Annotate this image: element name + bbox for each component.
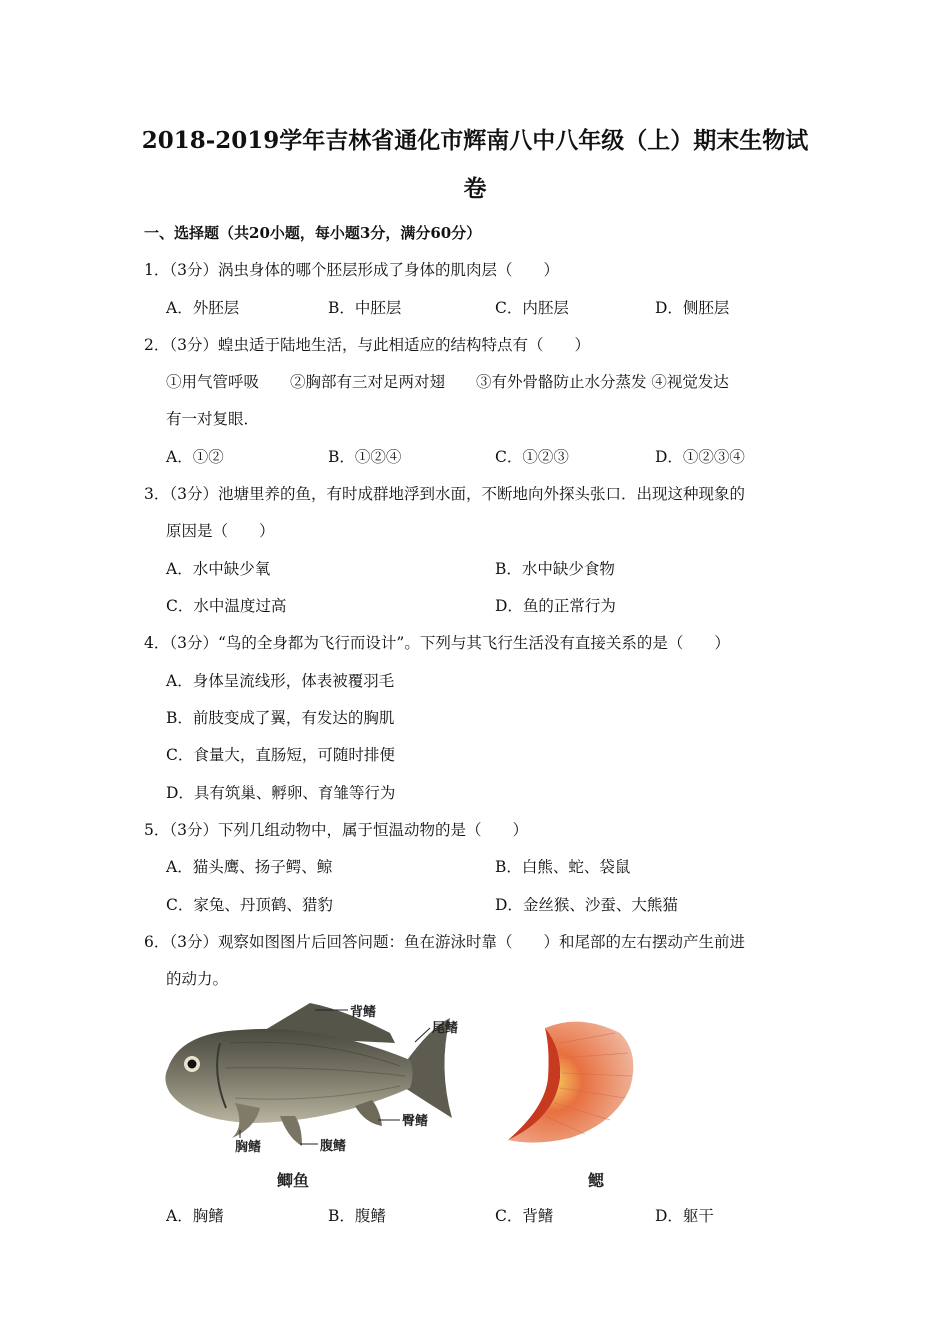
label-anal-fin: 臀鳍 <box>402 1114 429 1129</box>
q2-option-b: B．①②④ <box>328 448 402 466</box>
q3-option-c: C．水中温度过高 <box>166 597 287 615</box>
question-6-stem-cont: 的动力。 <box>166 970 229 988</box>
q3-option-a: A．水中缺少氧 <box>166 560 271 578</box>
q1-option-b: B．中胚层 <box>328 299 402 317</box>
gill-caption: 鳃 <box>588 1171 605 1190</box>
question-2-statements-cont: 有一对复眼． <box>166 410 260 428</box>
q4-option-a: A．身体呈流线形，体表被覆羽毛 <box>166 672 395 690</box>
q5-option-d: D．金丝猴、沙蚕、大熊猫 <box>495 896 678 914</box>
label-tail-fin: 尾鳍 <box>432 1021 459 1036</box>
q6-option-a: A．胸鳍 <box>166 1207 224 1225</box>
question-6-stem: 6．（3分）观察如图图片后回答问题：鱼在游泳时靠（ ）和尾部的左右摆动产生前进 <box>144 933 745 951</box>
exam-title-line2: 卷 <box>463 175 487 202</box>
fish-caption: 鲫鱼 <box>277 1171 310 1190</box>
label-pelvic-fin: 腹鳍 <box>320 1139 347 1154</box>
q2-option-a: A．①② <box>166 448 224 466</box>
q3-option-d: D．鱼的正常行为 <box>495 597 616 615</box>
q1-option-d: D．侧胚层 <box>655 299 730 317</box>
question-4-stem: 4．（3分）“鸟的全身都为飞行而设计”。下列与其飞行生活没有直接关系的是（ ） <box>144 634 730 652</box>
q6-option-b: B．腹鳍 <box>328 1207 386 1225</box>
fish-and-gill-figure <box>160 998 660 1198</box>
question-3-stem-cont: 原因是（ ） <box>166 522 275 540</box>
label-dorsal-fin: 背鳍 <box>350 1005 377 1020</box>
question-2-statements: ①用气管呼吸 ②胸部有三对足两对翅 ③有外骨骼防止水分蒸发 ④视觉发达 <box>166 373 729 391</box>
q2-option-d: D．①②③④ <box>655 448 745 466</box>
q1-option-c: C．内胚层 <box>495 299 569 317</box>
q4-option-b: B．前肢变成了翼，有发达的胸肌 <box>166 709 395 727</box>
gill-illustration <box>508 1022 633 1143</box>
q2-option-c: C．①②③ <box>495 448 569 466</box>
q6-option-d: D．躯干 <box>655 1207 714 1225</box>
label-pectoral-fin: 胸鳍 <box>235 1140 262 1155</box>
q6-option-c: C．背鳍 <box>495 1207 554 1225</box>
q4-option-c: C．食量大，直肠短，可随时排便 <box>166 746 395 764</box>
question-1-stem: 1．（3分）涡虫身体的哪个胚层形成了身体的肌肉层（ ） <box>144 261 559 279</box>
question-5-stem: 5．（3分）下列几组动物中，属于恒温动物的是（ ） <box>144 821 528 839</box>
q4-option-d: D．具有筑巢、孵卵、育雏等行为 <box>166 784 396 802</box>
section-heading: 一、选择题（共20小题，每小题3分，满分60分） <box>144 224 482 242</box>
exam-title-line1: 2018-2019学年吉林省通化市辉南八中八年级（上）期末生物试 <box>141 127 809 154</box>
q1-option-a: A．外胚层 <box>166 299 240 317</box>
q5-option-c: C．家兔、丹顶鹤、猎豹 <box>166 896 333 914</box>
q3-option-b: B．水中缺少食物 <box>495 560 615 578</box>
question-2-stem: 2．（3分）蝗虫适于陆地生活，与此相适应的结构特点有（ ） <box>144 336 590 354</box>
question-3-stem: 3．（3分）池塘里养的鱼，有时成群地浮到水面，不断地向外探头张口．出现这种现象的 <box>144 485 745 503</box>
q5-option-b: B．白熊、蛇、袋鼠 <box>495 858 631 876</box>
q5-option-a: A．猫头鹰、扬子鳄、鲸 <box>166 858 333 876</box>
